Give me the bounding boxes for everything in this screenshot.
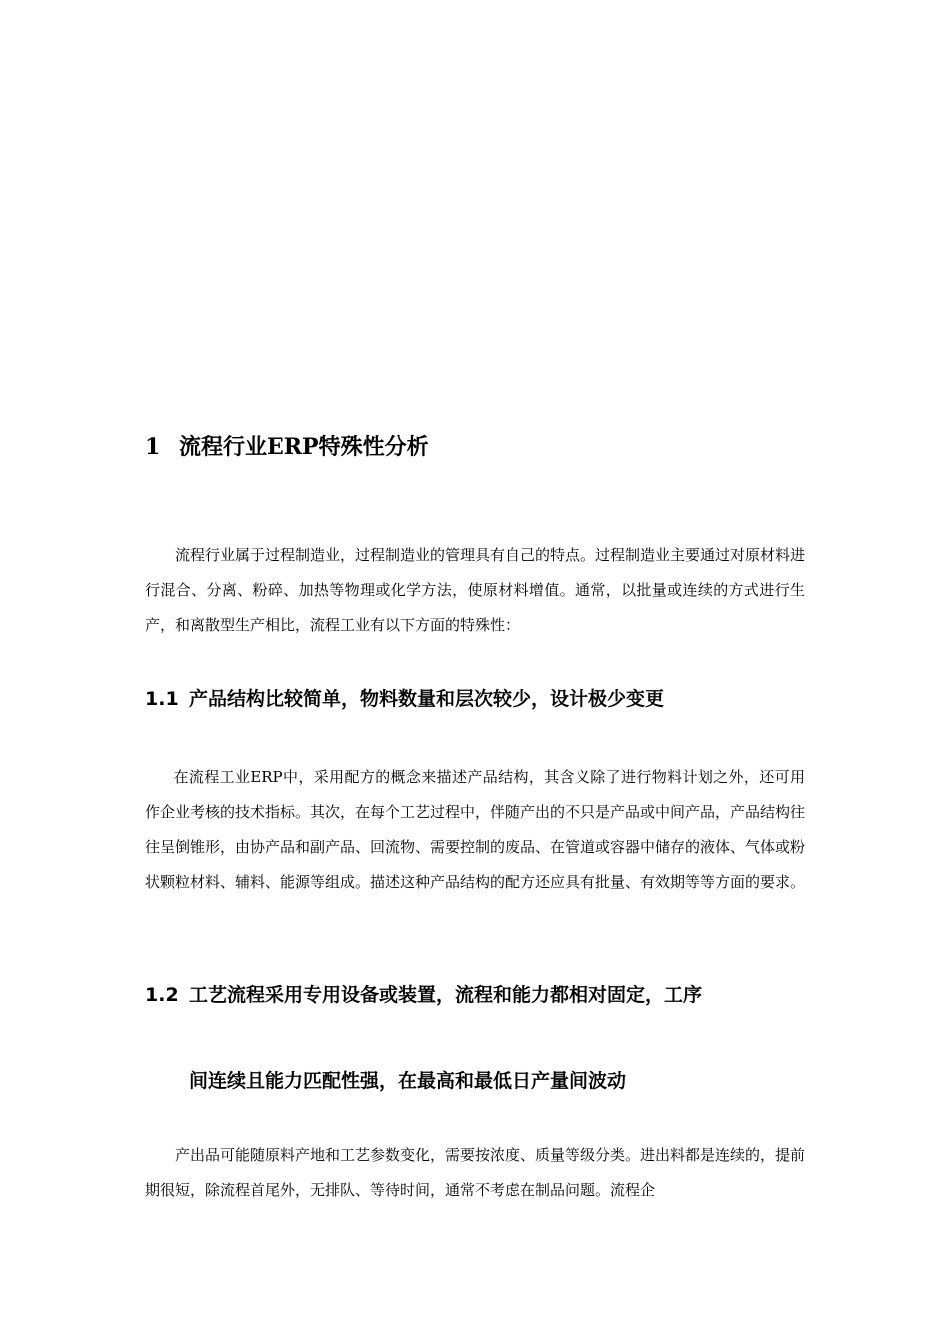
subsection-title-line-2: 间连续且能力匹配性强，在最高和最低日产量间波动 bbox=[189, 1070, 627, 1092]
subsection-1-1-paragraph: 在流程工业ERP中，采用配方的概念来描述产品结构，其含义除了进行物料计划之外，还可用作企业考核的技术指标。其次，在每个工艺过程中，伴随产出的不只是产品或中间产品，产品结构往往呈倒锥形，由协产品和副产品、回流物、需要控制的废品、在管道或容器中储存的液体、气体或粉状颗粒材料、辅料、能源等组成。描述这种产品结构的配方还应具有批量、有效期等等方面的要求。 bbox=[145, 768, 806, 891]
subsection-title-line-1: 工艺流程采用专用设备或装置，流程和能力都相对固定，工序 bbox=[189, 984, 703, 1006]
section-heading-1 bbox=[145, 430, 805, 464]
subsection-number: 1.2 bbox=[145, 984, 179, 1006]
section-number: 1 bbox=[145, 434, 161, 460]
subsection-heading-1-2 bbox=[145, 980, 805, 1010]
subsection-heading-1-2-continued bbox=[189, 1066, 809, 1096]
subsection-title: 产品结构比较简单，物料数量和层次较少，设计极少变更 bbox=[189, 688, 665, 710]
subsection-number: 1.1 bbox=[145, 688, 179, 710]
subsection-1-2-paragraph: 产出品可能随原料产地和工艺参数变化，需要按浓度、质量等级分类。进出料都是连续的，提前期很短，除流程首尾外，无排队、等待时间，通常不考虑在制品问题。流程企 bbox=[145, 1146, 806, 1199]
subsection-heading-1-1 bbox=[145, 684, 805, 714]
section-title: 流程行业ERP特殊性分析 bbox=[179, 434, 429, 460]
section-intro-paragraph: 流程行业属于过程制造业，过程制造业的管理具有自己的特点。过程制造业主要通过对原材料进行混合、分离、粉碎、加热等物理或化学方法，使原材料增值。通常，以批量或连续的方式进行生产，和离散型生产相比，流程工业有以下方面的特殊性： bbox=[145, 546, 806, 634]
